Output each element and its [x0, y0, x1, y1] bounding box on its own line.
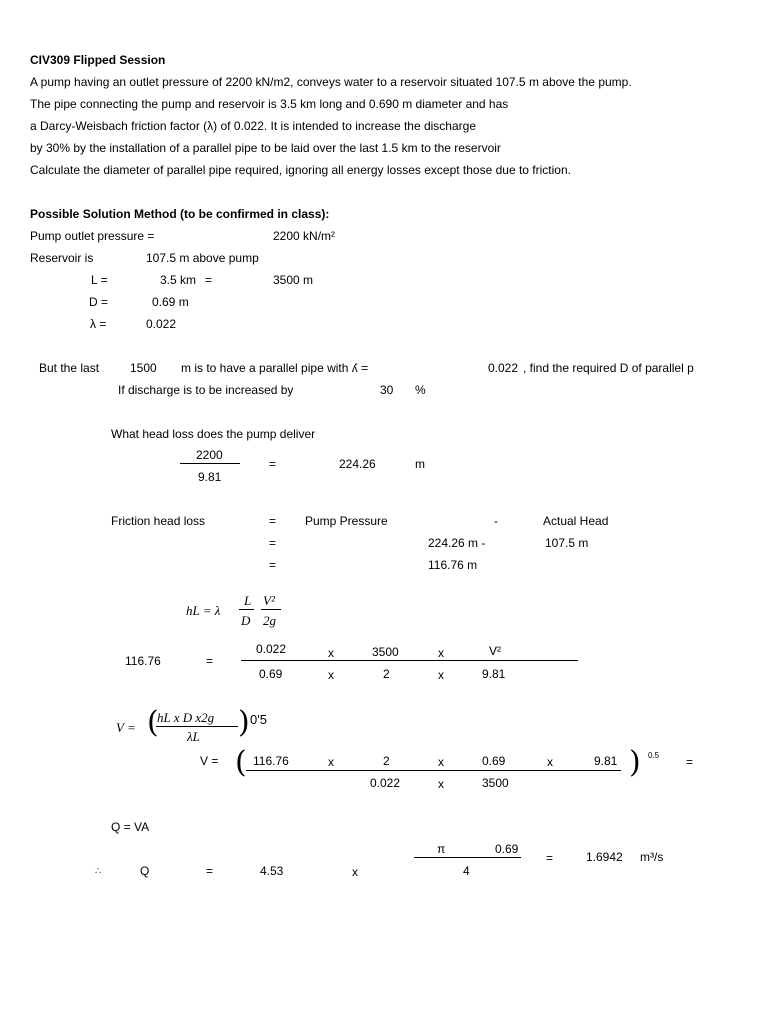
friction-result: 116.76 m — [428, 558, 478, 572]
calc2-open-paren: ( — [235, 745, 247, 780]
formula-D: D — [241, 613, 251, 628]
q-x: x — [352, 865, 358, 879]
problem-line-2: The pipe connecting the pump and reservoir is 3.5 km long and 0.690 m diameter and has — [30, 97, 509, 111]
calc2-num-x1: x — [328, 755, 334, 769]
q-eq-2: = — [546, 851, 554, 865]
head-unit: m — [415, 457, 425, 471]
q-label: Q — [140, 864, 150, 878]
calc2-num-hl: 116.76 — [253, 754, 289, 768]
formula-v2g-bar — [261, 609, 281, 610]
friction-label: Friction head loss — [111, 514, 206, 528]
diameter-value: 0.69 m — [152, 295, 189, 309]
formula-ld-bar — [239, 609, 254, 610]
calc1-num-x2: x — [438, 646, 444, 660]
method-heading: Possible Solution Method (to be confirmed in class): — [30, 207, 330, 221]
q-diameter: 0.69 — [495, 842, 519, 856]
calc2-exponent: 0.5 — [648, 751, 660, 760]
problem-line-5: Calculate the diameter of parallel pipe required, ignoring all energy losses except those due to friction. — [30, 163, 571, 177]
head-fraction-bar — [180, 463, 240, 464]
friction-eq-2: = — [269, 536, 277, 550]
formula-V2: V² — [263, 593, 275, 608]
calc1-den-two: 2 — [383, 667, 390, 681]
lambda-value: 0.022 — [146, 317, 177, 331]
q-fraction-bar — [414, 857, 521, 858]
friction-eq-1: = — [269, 514, 277, 528]
but-last-label: But the last — [39, 361, 100, 375]
q-four: 4 — [463, 864, 470, 878]
calc1-num-lambda: 0.022 — [256, 642, 287, 656]
calc1-num-v2: V² — [489, 644, 501, 658]
formula-v-exponent: 0'5 — [250, 712, 267, 727]
formula-2g: 2g — [263, 613, 276, 628]
formula-v-lhs: V = — [116, 720, 136, 735]
formula-hl-lhs: hL = λ — [186, 603, 221, 618]
calc2-num-x3: x — [547, 755, 553, 769]
length-m: 3500 m — [273, 273, 314, 287]
q-eq: = — [206, 864, 214, 878]
formula-v-open-paren: ( — [147, 705, 159, 740]
percent-sign: % — [415, 383, 426, 397]
calc1-lhs: 116.76 — [125, 654, 161, 668]
formula-L: L — [244, 593, 252, 608]
length-label: L = — [91, 273, 108, 287]
formula-v-numerator: hL x D x2g — [157, 710, 215, 725]
calc1-den-g: 9.81 — [482, 667, 506, 681]
pump-pressure-term: Pump Pressure — [305, 514, 388, 528]
calc2-num-x2: x — [438, 755, 444, 769]
problem-line-4: by 30% by the installation of a parallel pipe to be laid over the last 1.5 km to the reservoir — [30, 141, 501, 155]
q-unit: m³/s — [640, 850, 664, 864]
calc1-den-x1: x — [328, 668, 334, 682]
calc2-den-x: x — [438, 777, 444, 791]
parallel-find-text: , find the required D of parallel p — [523, 361, 694, 375]
diameter-label: D = — [89, 295, 109, 309]
lambda-label: λ = — [90, 317, 107, 331]
reservoir-value: 107.5 m above pump — [146, 251, 259, 265]
calc2-close-paren: ) — [629, 745, 641, 780]
head-eq: = — [269, 457, 277, 471]
therefore-icon: ∴ — [95, 866, 102, 877]
calc2-lhs: V = — [200, 754, 219, 768]
discharge-increase-value: 30 — [380, 383, 394, 397]
calc2-num-g: 9.81 — [594, 754, 618, 768]
calc2-eq: = — [686, 755, 694, 769]
length-km: 3.5 km — [160, 273, 197, 287]
q-pi: π — [437, 842, 446, 856]
formula-v-close-paren: ) — [238, 705, 250, 740]
length-eq: = — [205, 273, 213, 287]
problem-line-1: A pump having an outlet pressure of 2200 kN/m2, conveys water to a reservoir situated 107.5 m above the pump. — [30, 75, 632, 89]
pump-pressure-label: Pump outlet pressure = — [30, 229, 155, 243]
page-title: CIV309 Flipped Session — [30, 53, 166, 67]
reservoir-label: Reservoir is — [30, 251, 94, 265]
formula-v-denominator: λL — [187, 729, 200, 744]
calc2-num-two: 2 — [383, 754, 390, 768]
parallel-length: 1500 — [130, 361, 157, 375]
calc2-den-length: 3500 — [482, 776, 509, 790]
discharge-increase-text: If discharge is to be increased by — [118, 383, 294, 397]
calc2-fraction-bar — [246, 770, 621, 771]
calc1-fraction-bar — [241, 660, 578, 661]
actual-head-term: Actual Head — [543, 514, 609, 528]
calc1-den-x2: x — [438, 668, 444, 682]
calc1-den-diameter: 0.69 — [259, 667, 283, 681]
calc1-num-x1: x — [328, 646, 334, 660]
pump-pressure-value: 2200 kN/m² — [273, 229, 336, 243]
head-result: 224.26 — [339, 457, 376, 471]
q-velocity: 4.53 — [260, 864, 284, 878]
parallel-text: m is to have a parallel pipe with ʎ = — [181, 361, 369, 375]
problem-line-3: a Darcy-Weisbach friction factor (λ) of 0.022. It is intended to increase the discharge — [30, 119, 476, 133]
q-va-label: Q = VA — [111, 820, 150, 834]
calc2-num-d: 0.69 — [482, 754, 506, 768]
calc2-den-lambda: 0.022 — [370, 776, 401, 790]
friction-minus: - — [494, 514, 498, 528]
calc1-num-length: 3500 — [372, 645, 399, 659]
friction-value-2: 107.5 m — [545, 536, 589, 550]
formula-v-bar — [156, 726, 238, 727]
head-numerator: 2200 — [196, 448, 223, 462]
parallel-lambda: 0.022 — [488, 361, 519, 375]
friction-eq-3: = — [269, 558, 277, 572]
head-question: What head loss does the pump deliver — [111, 427, 316, 441]
friction-value-1: 224.26 m - — [428, 536, 486, 550]
calc1-eq: = — [206, 654, 214, 668]
head-denominator: 9.81 — [198, 470, 222, 484]
q-result: 1.6942 — [586, 850, 623, 864]
